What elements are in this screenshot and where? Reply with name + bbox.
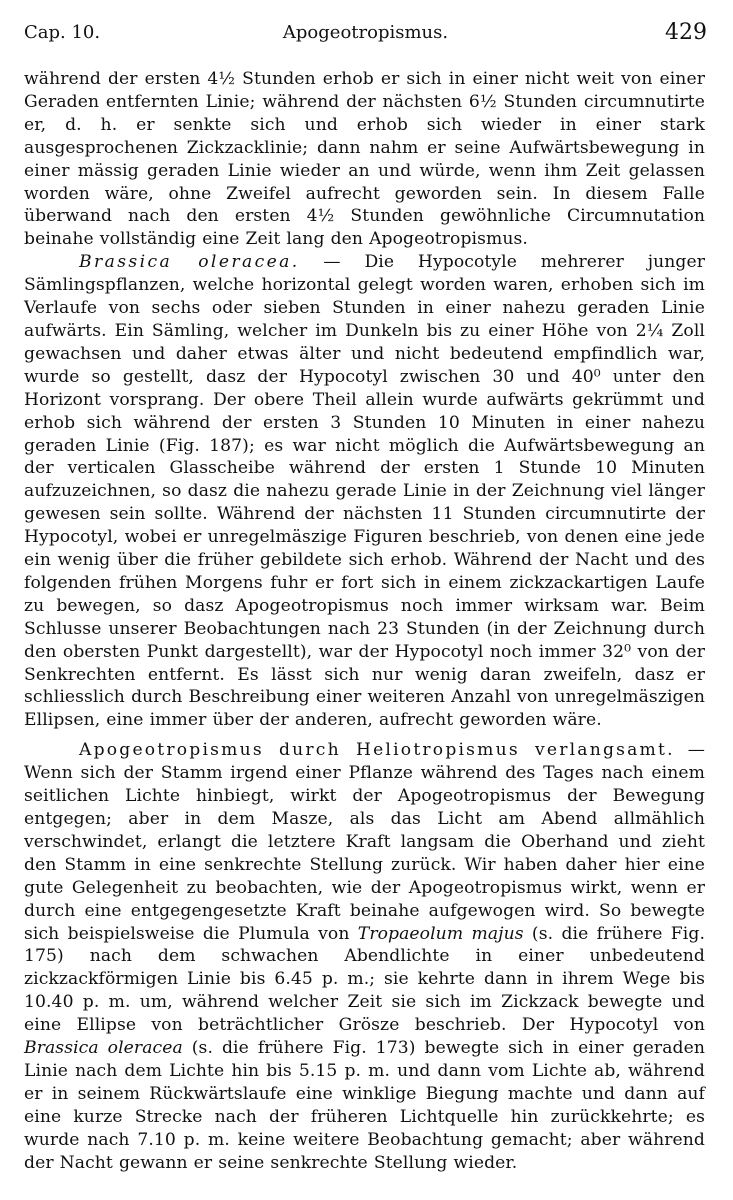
species-name: Brassica oleracea bbox=[24, 1038, 183, 1059]
paragraph-lead-spaced: Apogeotropismus durch Heliotropismus verlangsamt. bbox=[79, 740, 675, 761]
paragraph-lead-italic: Brassica oleracea. bbox=[79, 252, 300, 273]
paragraph-text-cont: (s. die frühere Fig. 175) nach dem schwachen Abendlichte in einer unbedeutend zickzackförmigen Linie bis 6.45 p. m.; sie kehrte dann in ihrem Wege bis 10.40 p. m. um, während welcher Zeit sie sich im Zickzack bewegte und eine Ellipse von beträchtlicher Grösze beschrieb. Der Hypocotyl von bbox=[24, 923, 705, 1036]
paragraph-continued bbox=[24, 68, 705, 251]
page-number: 429 bbox=[665, 20, 707, 45]
paragraph-text: — Wenn sich der Stamm irgend einer Pflanze während des Tages nach einem seitlichen Lichte hinbiegt, wirkt der Apogeotropismus der Bewegung entgegen; aber in dem Masze, als das Licht am Abend allmählich verschwindet, erlangt die letztere Kraft langsam die Oberhand und zieht den Stamm in eine senkrechte Stellung zurück. Wir haben daher hier eine gute Gelegenheit zu beobachten, wie der Apogeotropismus wirkt, wenn er durch eine entgegengesetzte Kraft beinahe aufgewogen wird. So bewegte sich beispielsweise die Plumula von bbox=[24, 740, 706, 944]
species-name: Tropaeolum majus bbox=[357, 923, 524, 944]
paragraph-text: während der ersten 4½ Stunden erhob er sich in einer nicht weit von einer Geraden entfernten Linie; während der nächsten 6½ Stunden circumnutirte er, d. h. er senkte sich und erhob sich wieder in einer stark ausgesprochenen Zickzacklinie; dann nahm er seine Aufwärtsbewegung in einer mässig geraden Linie wieder an und würde, wenn ihm Zeit gelassen worden wäre, ohne Zweifel aufrecht geworden sein. In diesem Falle überwand nach den ersten 4½ Stunden gewöhnliche Circumnutation beinahe vollständig eine Zeit lang den Apogeotropismus. bbox=[24, 69, 705, 250]
paragraph-text: — Die Hypocotyle mehrerer junger Sämlingspflanzen, welche horizontal gelegt worden waren, erhoben sich im Verlaufe von sechs oder sieben Stunden in einer nahezu geraden Linie aufwärts. Ein Sämling, welcher im Dunkeln bis zu einer Höhe von 2¼ Zoll gewachsen und daher etwas älter und nicht bedeutend empfindlich war, wurde so gestellt, dasz der Hypocotyl zwischen 30 und 40⁰ unter den Horizont vorsprang. Der obere Theil allein wurde aufwärts gekrümmt und erhob sich während der ersten 3 Stunden 10 Minuten in einer nahezu geraden Linie (Fig. 187); es war nicht möglich die Aufwärtsbewegung an der verticalen Glasscheibe während der ersten 1 Stunde 10 Minuten aufzuzeichnen, so dasz die nahezu gerade Linie in der Zeichnung viel länger gewesen sein sollte. Während der nächsten 11 Stunden circumnutirte der Hypocotyl, wobei er unregelmäszige Figuren beschrieb, von denen eine jede ein wenig über die früher gebildete sich erhob. Während der Nacht und des folgenden frühen Morgens fuhr er fort sich in einem zickzackartigen Laufe zu bewegen, so dasz Apogeotropismus noch immer wirksam war. Beim Schlusse unserer Beobachtungen nach 23 Stunden (in der Zeichnung durch den obersten Punkt dargestellt), war der Hypocotyl noch immer 32⁰ von der Senkrechten entfernt. Es lässt sich nur wenig daran zweifeln, dasz er schliesslich durch Beschreibung einer weiteren Anzahl von unregelmäszigen Ellipsen, eine immer über der anderen, aufrecht geworden wäre. bbox=[24, 252, 705, 731]
running-title: Apogeotropismus. bbox=[282, 22, 449, 43]
chapter-label: Cap. 10. bbox=[24, 22, 101, 43]
paragraph-heliotropism bbox=[24, 739, 705, 1174]
body-text bbox=[24, 68, 705, 1175]
running-header bbox=[24, 20, 707, 48]
paragraph-text-cont: (s. die frühere Fig. 173) bewegte sich in einer geraden Linie nach dem Lichte hin bis 5.15 p. m. und dann vom Lichte ab, während er in seinem Rückwärtslaufe eine winklige Biegung machte und dann auf eine kurze Strecke nach der früheren Lichtquelle hin zurückkehrte; es wurde nach 7.10 p. m. keine weitere Beobachtung gemacht; aber während der Nacht gewann er seine senkrechte Stellung wieder. bbox=[24, 1038, 705, 1173]
paragraph-brassica bbox=[24, 251, 705, 732]
